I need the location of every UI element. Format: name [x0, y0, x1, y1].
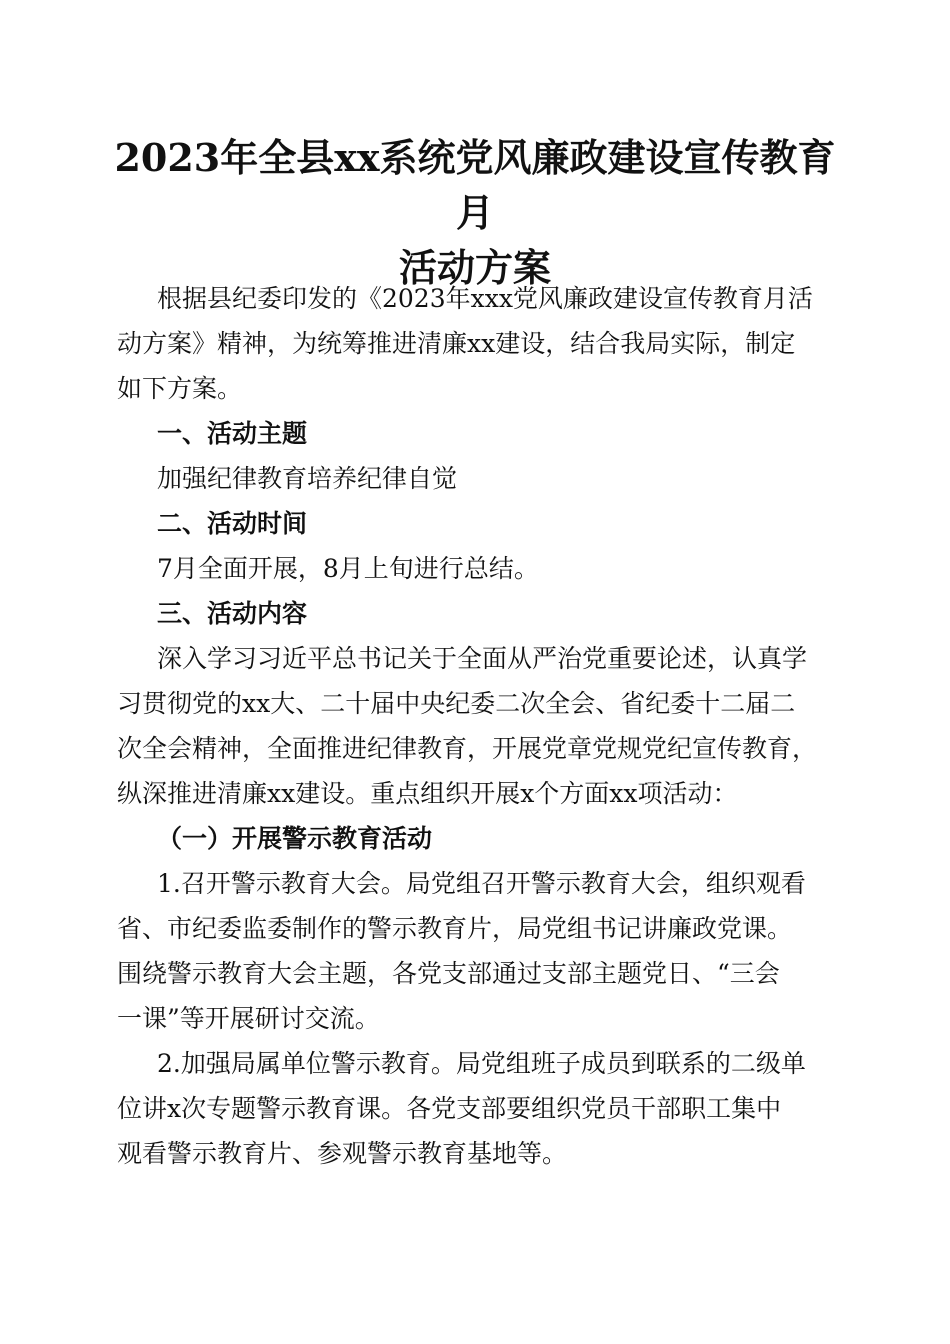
text-line: 动方案》精神，为统筹推进清廉xx建设，结合我局实际，制定 — [117, 329, 796, 358]
text-line: 1.召开警示教育大会。局党组召开警示教育大会，组织观看 — [157, 869, 806, 898]
text-line: 围绕警示教育大会主题，各党支部通过支部主题党日、“三会 — [117, 959, 780, 988]
text-line: 2.加强局属单位警示教育。局党组班子成员到联系的二级单 — [157, 1049, 806, 1078]
text-line: 位讲x次专题警示教育课。各党支部要组织党员干部职工集中 — [117, 1094, 782, 1123]
title-line-1: 2023年全县xx系统党风廉政建设宣传教育月 — [114, 135, 836, 235]
document-title — [110, 130, 840, 295]
text-line: 次全会精神，全面推进纪律教育，开展党章党规党纪宣传教育， — [117, 734, 818, 763]
text-line: 如下方案。 — [117, 374, 243, 403]
title-line-2: 活动方案 — [398, 245, 551, 290]
text-line: 省、市纪委监委制作的警示教育片，局党组书记讲廉政党课。 — [117, 914, 793, 943]
text-line: 深入学习习近平总书记关于全面从严治党重要论述，认真学 — [157, 644, 808, 673]
subsection-1-heading: （一）开展警示教育活动 — [157, 824, 433, 853]
text-line: 纵深推进清廉xx建设。重点组织开展x个方面xx项活动： — [117, 779, 738, 808]
section-1-text: 加强纪律教育培养纪律自觉 — [157, 464, 458, 493]
item-2-paragraph — [117, 1041, 837, 1176]
item-1-paragraph — [117, 861, 837, 1041]
text-line: 观看警示教育片、参观警示教育基地等。 — [117, 1139, 568, 1168]
text-line: 根据县纪委印发的《2023年xxx党风廉政建设宣传教育月活 — [157, 284, 813, 313]
text-line: 一课”等开展研讨交流。 — [117, 1004, 380, 1033]
section-1-heading: 一、活动主题 — [157, 419, 308, 448]
section-3-heading: 三、活动内容 — [157, 599, 308, 628]
intro-paragraph — [117, 276, 837, 411]
document-body — [117, 276, 837, 1176]
section-2-text: 7月全面开展，8月上旬进行总结。 — [157, 554, 539, 583]
text-line: 习贯彻党的xx大、二十届中央纪委二次全会、省纪委十二届二 — [117, 689, 796, 718]
section-3-paragraph — [117, 636, 837, 816]
section-2-heading: 二、活动时间 — [157, 509, 308, 538]
